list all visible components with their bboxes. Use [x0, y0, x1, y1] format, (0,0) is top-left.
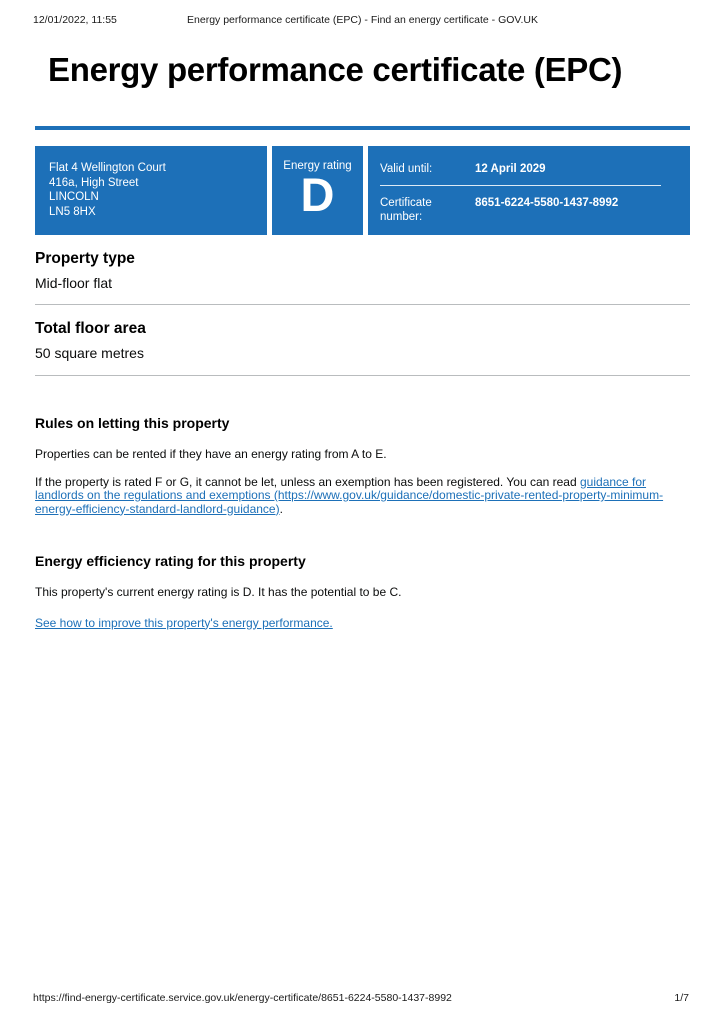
- efficiency-rating-paragraph: This property's current energy rating is D. It has the potential to be C.: [35, 585, 402, 599]
- improve-performance-link[interactable]: See how to improve this property's energy performance.: [35, 615, 333, 630]
- address-line-2: 416a, High Street: [49, 176, 139, 189]
- address-line-4: LN5 8HX: [49, 205, 96, 218]
- print-datetime: 12/01/2022, 11:55: [33, 14, 117, 26]
- property-address: [35, 146, 267, 235]
- floor-area-value: 50 square metres: [35, 345, 144, 361]
- letting-rules-section: [35, 415, 690, 516]
- letting-rules-heading: Rules on letting this property: [35, 415, 230, 431]
- address-line-3: LINCOLN: [49, 191, 99, 203]
- floor-area-heading: Total floor area: [35, 320, 146, 337]
- valid-until-row: [380, 146, 661, 186]
- title-rule: [35, 126, 690, 130]
- valid-until-label: Valid until:: [380, 163, 433, 175]
- efficiency-rating-heading: Energy efficiency rating for this property: [35, 553, 306, 569]
- print-document-title: Energy performance certificate (EPC) - Find an energy certificate - GOV.UK: [187, 14, 538, 26]
- print-footer-url: https://find-energy-certificate.service.gov.uk/energy-certificate/8651-6224-5580-1437-8992: [33, 992, 452, 1004]
- property-type-heading: Property type: [35, 250, 135, 267]
- letting-rules-paragraph-1: Properties can be rented if they have an energy rating from A to E.: [35, 447, 387, 461]
- page-title: Energy performance certificate (EPC): [48, 51, 623, 88]
- certificate-number-row: [380, 186, 678, 224]
- paragraph-text: .: [279, 501, 283, 516]
- certificate-page: [35, 0, 690, 630]
- certificate-summary-panel: [35, 146, 690, 235]
- section-divider: [35, 375, 690, 376]
- certificate-number-label: Certificate number:: [380, 197, 432, 223]
- print-page-indicator: 1/7: [674, 992, 689, 1004]
- landlord-guidance-link[interactable]: guidance for landlords on the regulations and exemptions (https://www.gov.uk/guidance/domestic-private-rented-property-minimum-energy-efficiency-standard-landlord-guidance): [35, 474, 664, 516]
- letting-rules-paragraph-2: [35, 476, 690, 517]
- improve-performance-paragraph: [35, 617, 690, 631]
- address-line-1: Flat 4 Wellington Court: [49, 162, 166, 174]
- section-divider: [35, 304, 690, 305]
- paragraph-text: If the property is rated F or G, it cannot be let, unless an exemption has been registered. You can read: [35, 474, 580, 489]
- validity-box: [368, 146, 690, 235]
- property-type-value: Mid-floor flat: [35, 275, 113, 291]
- certificate-number-value: 8651-6224-5580-1437-8992: [475, 197, 619, 209]
- energy-rating-label: Energy rating: [283, 160, 352, 172]
- energy-rating-box: [272, 146, 363, 235]
- energy-rating-value: D: [300, 168, 335, 221]
- valid-until-value: 12 April 2029: [475, 163, 546, 175]
- efficiency-rating-section: [35, 553, 690, 630]
